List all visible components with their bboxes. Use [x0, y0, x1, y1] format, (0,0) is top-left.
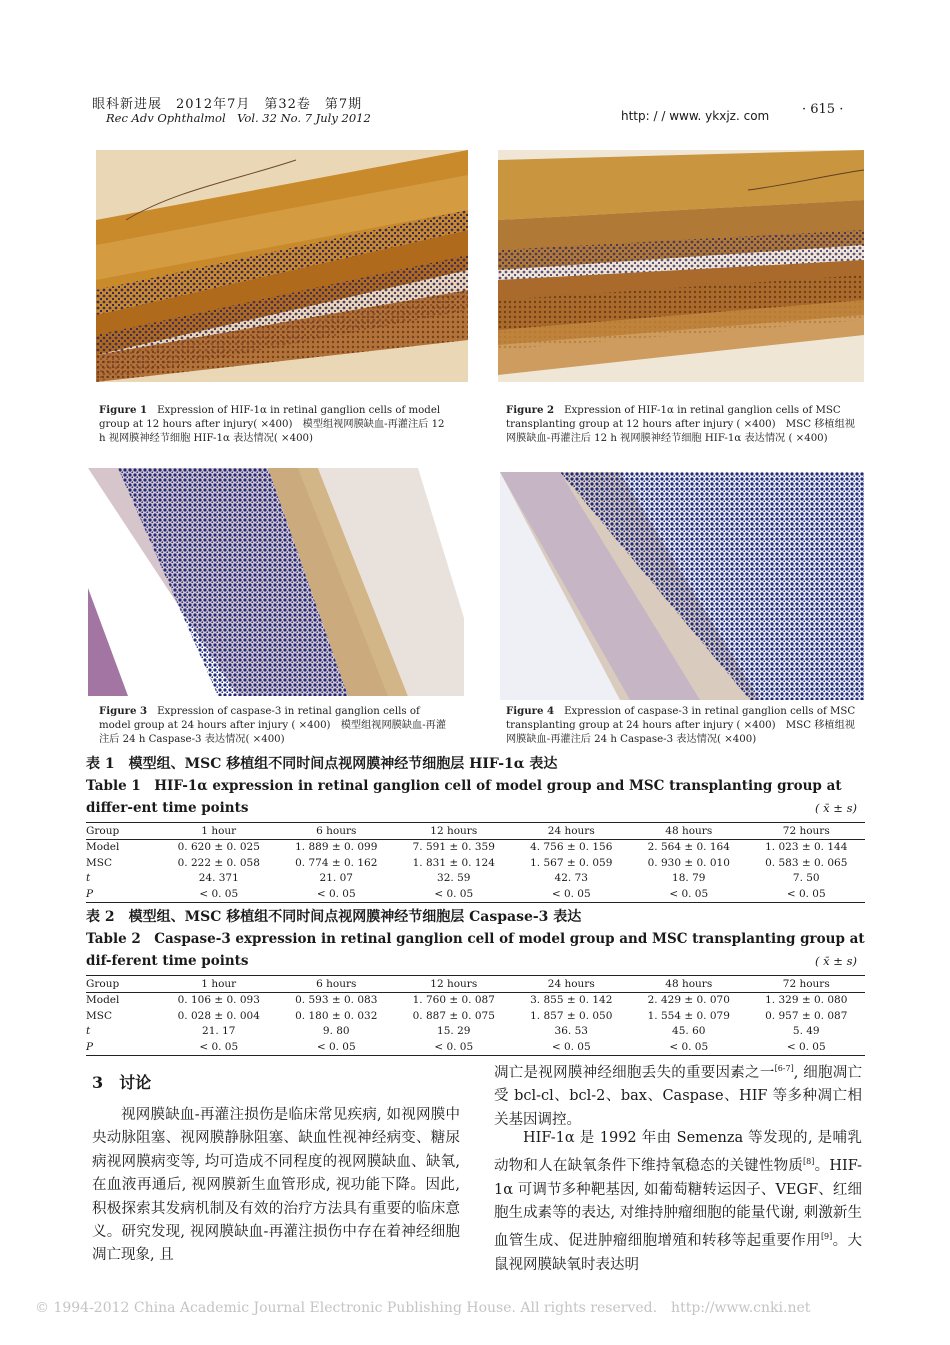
table-1-stat-note: ( x̄ ± s): [815, 801, 857, 815]
col-header: 24 hours: [547, 824, 595, 837]
table-cell: < 0. 05: [316, 1040, 356, 1053]
discussion-right-paragraph-1: [494, 1057, 862, 1132]
table-cell: 1. 760 ± 0. 087: [412, 994, 495, 1007]
figure-1-caption: [99, 403, 449, 446]
figure-2-caption: [506, 403, 856, 446]
citation: [9]: [820, 1232, 833, 1242]
col-header: 48 hours: [665, 824, 713, 837]
table-cell: 45. 60: [672, 1025, 706, 1038]
text-run: 。HIF-1α 可调节多种靶基因, 如葡萄糖转运因子、VEGF、红细胞生成素等的表达, 对维持肿瘤细胞的能量代谢, 刺激新生血管生成、促进肿瘤细胞增殖和转移等起重要作用: [494, 1158, 863, 1250]
table-cell: 0. 106 ± 0. 093: [177, 994, 260, 1007]
citation: [8]: [803, 1157, 815, 1167]
table-cell: < 0. 05: [434, 1040, 474, 1053]
table-2-caption-cn: 表 2 模型组、MSC 移植组不同时间点视网膜神经节细胞层 Caspase-3 表达: [86, 909, 582, 925]
table-cell: < 0. 05: [551, 887, 591, 900]
table-cell: 0. 593 ± 0. 083: [295, 994, 378, 1007]
table-row: [86, 886, 865, 902]
col-header: 6 hours: [316, 977, 357, 990]
figure-1-label: Figure 1: [99, 404, 148, 416]
table-cell: 2. 564 ± 0. 164: [647, 841, 730, 854]
text-run: HIF-1α 是 1992 年由 Semenza 等发现的, 是哺乳动物和人在缺氧条件下维持氧稳态的关键性物质: [494, 1130, 862, 1175]
table-cell: 7. 591 ± 0. 359: [412, 841, 495, 854]
col-header: 48 hours: [665, 977, 713, 990]
table-cell: 0. 222 ± 0. 058: [177, 856, 260, 869]
table-cell: < 0. 05: [786, 887, 826, 900]
figure-2-text: Expression of HIF-1α in retinal ganglion cells of MSC transplanting group at 12 hours after injury ( ×400) MSC 移植组视网膜缺血-再灌注后 12 h 视网膜神经节细胞 HIF-1α 表达情况 ( ×400): [506, 405, 855, 444]
table-1-caption-cn: 表 1 模型组、MSC 移植组不同时间点视网膜神经节细胞层 HIF-1α 表达: [86, 756, 558, 772]
text-run: 。大鼠视网膜缺氧时表达明: [494, 1233, 863, 1273]
table-cell: P: [86, 887, 94, 900]
col-header: 72 hours: [782, 824, 830, 837]
table-cell: 0. 930 ± 0. 010: [647, 856, 730, 869]
table-cell: < 0. 05: [434, 887, 474, 900]
table-2: [86, 975, 865, 1056]
page-number: · 615 ·: [802, 102, 844, 117]
table-cell: 1. 023 ± 0. 144: [765, 841, 848, 854]
table-cell: 0. 957 ± 0. 087: [765, 1009, 848, 1022]
copyright-footer: © 1994-2012 China Academic Journal Electronic Publishing House. All rights reserved. http://www.cnki.net: [35, 1300, 811, 1316]
table-row: [86, 1039, 865, 1055]
table-cell: 7. 50: [792, 872, 820, 885]
col-header: Group: [86, 824, 120, 837]
table-cell: 42. 73: [554, 872, 588, 885]
table-row: [86, 1024, 865, 1040]
table-1-caption-en: Table 1 HIF-1α expression in retinal ganglion cell of model group and MSC transplanting group at differ-ent time points: [86, 778, 842, 816]
table-header-row: [86, 976, 865, 993]
journal-header-en: Rec Adv Ophthalmol Vol. 32 No. 7 July 2012: [106, 111, 371, 125]
table-cell: 1. 831 ± 0. 124: [412, 856, 495, 869]
table-cell: 0. 774 ± 0. 162: [295, 856, 378, 869]
table-cell: MSC: [86, 856, 112, 869]
col-header: 72 hours: [782, 977, 830, 990]
table-cell: 1. 329 ± 0. 080: [765, 994, 848, 1007]
table-cell: 0. 583 ± 0. 065: [765, 856, 848, 869]
table-cell: < 0. 05: [199, 1040, 239, 1053]
discussion-left-paragraph: 视网膜缺血-再灌注损伤是临床常见疾病, 如视网膜中央动脉阻塞、视网膜静脉阻塞、缺血性视神经病变、糖尿病视网膜病变等, 均可造成不同程度的视网膜缺血、缺氧, 在血液再通后, 视网膜新生血管形成, 视功能下降。因此, 积极探索其发病机制及有效的治疗方法具有重要的临床意义。研究发现, 视网膜缺血-再灌注损伤中存在着神经细胞凋亡现象, 且: [92, 1107, 460, 1264]
figure-4-label: Figure 4: [506, 705, 555, 717]
table-cell: Model: [86, 994, 120, 1007]
table-cell: < 0. 05: [551, 1040, 591, 1053]
table-row: [86, 871, 865, 887]
figure-4-micrograph: [500, 472, 864, 700]
col-header: 12 hours: [430, 977, 478, 990]
citation: [6-7]: [774, 1064, 794, 1073]
figure-3-caption: [99, 704, 449, 747]
section-heading: 3 讨论: [92, 1073, 152, 1092]
figure-1-micrograph: [96, 150, 468, 382]
text-run: 凋亡是视网膜神经细胞丢失的重要因素之一: [494, 1064, 775, 1081]
journal-url: http: / / www. ykxjz. com: [621, 109, 770, 123]
table-row: [86, 1008, 865, 1024]
table-cell: 9. 80: [322, 1025, 350, 1038]
table-cell: 32. 59: [437, 872, 471, 885]
table-cell: 15. 29: [437, 1025, 471, 1038]
table-cell: 1. 857 ± 0. 050: [530, 1009, 613, 1022]
table-cell: t: [86, 872, 91, 885]
table-cell: 4. 756 ± 0. 156: [530, 841, 613, 854]
figure-3-micrograph: [88, 468, 464, 696]
table-cell: 0. 028 ± 0. 004: [177, 1009, 260, 1022]
figure-1-text: Expression of HIF-1α in retinal ganglion cells of model group at 12 hours after injury( ×400) 模型组视网膜缺血-再灌注后 12 h 视网膜神经节细胞 HIF-1α 表达情况( ×400): [99, 405, 445, 444]
col-header: Group: [86, 977, 120, 990]
table-cell: 1. 567 ± 0. 059: [530, 856, 613, 869]
figure-4-text: Expression of caspase-3 in retinal ganglion cells of MSC transplanting group at 24 hours after injury ( ×400) MSC 移植组视网膜缺血-再灌注后 24 h Caspase-3 表达情况( ×400): [506, 706, 856, 745]
table-cell: < 0. 05: [199, 887, 239, 900]
col-header: 1 hour: [201, 824, 237, 837]
col-header: 6 hours: [316, 824, 357, 837]
figure-2-micrograph: [498, 150, 864, 382]
table-cell: 21. 07: [319, 872, 353, 885]
table-cell: < 0. 05: [669, 1040, 709, 1053]
table-cell: 24. 371: [198, 872, 239, 885]
col-header: 12 hours: [430, 824, 478, 837]
discussion-right-paragraph-2: [494, 1127, 862, 1277]
table-header-row: [86, 823, 865, 840]
table-cell: 3. 855 ± 0. 142: [530, 994, 613, 1007]
table-cell: 0. 620 ± 0. 025: [177, 841, 260, 854]
table-cell: Model: [86, 841, 120, 854]
table-cell: < 0. 05: [316, 887, 356, 900]
table-cell: 1. 889 ± 0. 099: [295, 841, 378, 854]
table-cell: 1. 554 ± 0. 079: [647, 1009, 730, 1022]
table-cell: 0. 887 ± 0. 075: [412, 1009, 495, 1022]
table-row: [86, 992, 865, 1008]
figure-3-label: Figure 3: [99, 705, 148, 717]
col-header: 1 hour: [201, 977, 237, 990]
table-cell: t: [86, 1025, 91, 1038]
table-cell: MSC: [86, 1009, 112, 1022]
table-cell: 5. 49: [792, 1025, 820, 1038]
figure-3-text: Expression of caspase-3 in retinal ganglion cells of model group at 24 hours after injury ( ×400) 模型组视网膜缺血-再灌注后 24 h Caspase-3 表达情况( ×400): [99, 706, 447, 745]
table-row: [86, 839, 865, 855]
col-header: 24 hours: [547, 977, 595, 990]
table-cell: 0. 180 ± 0. 032: [295, 1009, 378, 1022]
table-1: [86, 822, 865, 903]
figure-2-label: Figure 2: [506, 404, 555, 416]
table-2-caption-en: Table 2 Caspase-3 expression in retinal ganglion cell of model group and MSC transplanting group at dif-ferent time points: [86, 931, 865, 969]
figure-4-caption: [506, 704, 856, 747]
table-cell: P: [86, 1040, 94, 1053]
table-cell: 21. 17: [202, 1025, 236, 1038]
table-2-stat-note: ( x̄ ± s): [815, 954, 857, 968]
table-cell: < 0. 05: [786, 1040, 826, 1053]
table-row: [86, 855, 865, 871]
journal-header-cn: 眼科新进展 2012年7月 第32卷 第7期: [92, 97, 363, 112]
text-run: , 细胞凋亡受 bcl-cl、bcl-2、bax、Caspase、HIF 等多种凋亡相关基因调控。: [494, 1064, 863, 1128]
table-cell: < 0. 05: [669, 887, 709, 900]
table-cell: 36. 53: [554, 1025, 588, 1038]
table-cell: 2. 429 ± 0. 070: [647, 994, 730, 1007]
table-cell: 18. 79: [672, 872, 706, 885]
